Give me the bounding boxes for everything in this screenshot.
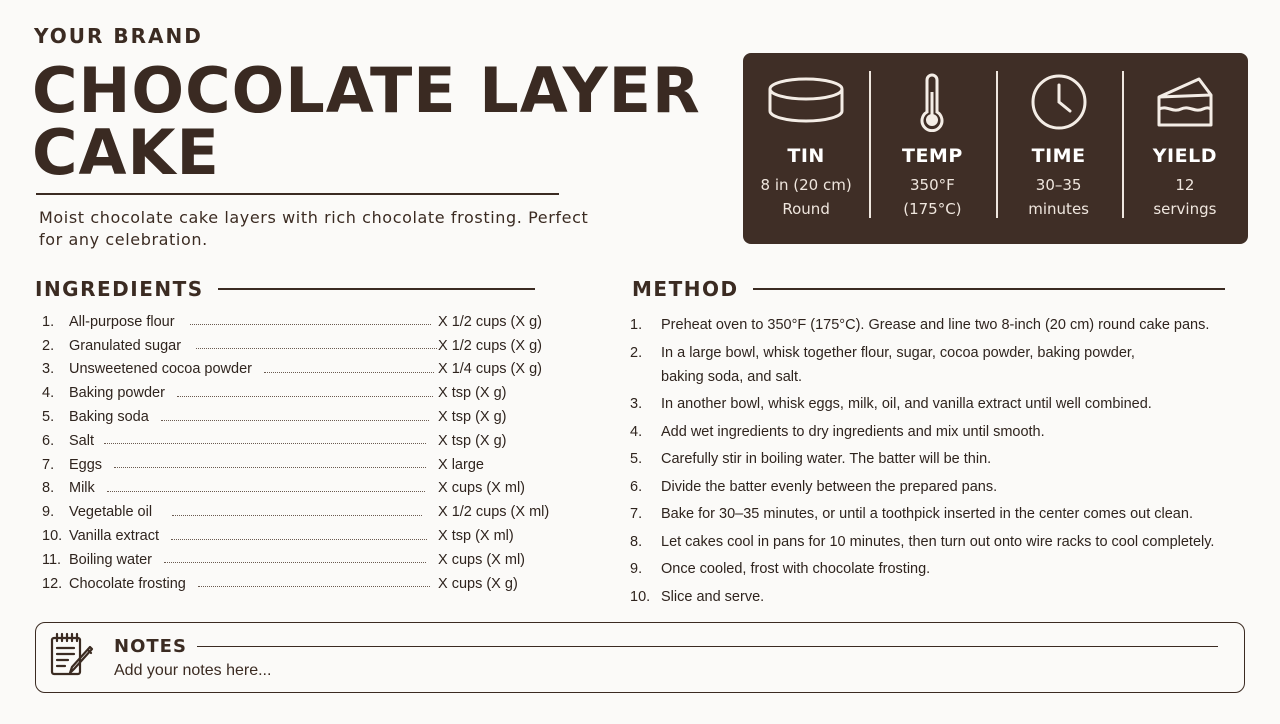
- list-item: [36, 524, 556, 548]
- step-number: 2.: [630, 344, 643, 361]
- ingredients-heading-text: INGREDIENTS: [35, 277, 204, 301]
- stat-value: [761, 173, 852, 221]
- list-item: [36, 477, 556, 501]
- leader-dots: [107, 491, 425, 492]
- ingredients-list: [36, 310, 556, 596]
- method-step: [628, 392, 1228, 416]
- stat-value-line: 12: [1175, 176, 1195, 194]
- method-step: [628, 557, 1228, 581]
- cake-slice-icon: [1155, 71, 1215, 133]
- step-text: Preheat oven to 350°F (175°C). Grease and line two 8-inch (20 cm) round cake pans.: [661, 317, 1210, 333]
- notes-heading-rule: [197, 646, 1218, 648]
- ingredient-quantity: X tsp (X g): [438, 409, 507, 426]
- step-text: Once cooled, frost with chocolate frosting.: [661, 561, 931, 577]
- item-number: 4.: [42, 385, 55, 402]
- list-item: [36, 334, 556, 358]
- stat-value-line: 30–35: [1035, 176, 1082, 194]
- leader-dots: [104, 443, 426, 444]
- ingredient-quantity: X large: [438, 456, 484, 473]
- ingredient-quantity: X 1/2 cups (X g): [438, 337, 542, 354]
- ingredient-quantity: X cups (X ml): [438, 480, 526, 497]
- stat-label: TIME: [1031, 145, 1086, 167]
- method-step: [628, 420, 1228, 444]
- ingredients-heading-rule: [218, 288, 535, 290]
- step-number: 3.: [630, 396, 643, 412]
- item-number: 11.: [42, 551, 62, 568]
- brand-name: YOUR BRAND: [34, 24, 203, 48]
- notes-heading: [114, 636, 1218, 657]
- recipe-description: Moist chocolate cake layers with rich chocolate frosting. Perfect for any celebration.: [39, 208, 589, 249]
- notes-placeholder[interactable]: Add your notes here...: [114, 662, 272, 679]
- ingredient-name: Milk: [69, 480, 95, 497]
- ingredients-heading: [35, 277, 535, 301]
- leader-dots: [172, 515, 422, 516]
- list-item: [36, 310, 556, 334]
- item-number: 8.: [42, 480, 55, 497]
- list-item: [36, 548, 556, 572]
- step-number: 9.: [630, 561, 643, 577]
- ingredient-name: Salt: [69, 432, 94, 449]
- step-text: Carefully stir in boiling water. The batter will be thin.: [661, 451, 992, 467]
- ingredient-name: Unsweetened cocoa powder: [69, 361, 252, 378]
- list-item: [36, 358, 556, 382]
- ingredient-quantity: X 1/2 cups (X g): [438, 313, 542, 330]
- stat-value-line: Round: [782, 200, 830, 218]
- step-number: 8.: [630, 533, 643, 550]
- leader-dots: [161, 420, 429, 421]
- ingredient-name: Boiling water: [69, 551, 153, 568]
- list-item: [36, 500, 556, 524]
- ingredient-name: All-purpose flour: [69, 313, 175, 330]
- list-item: [36, 405, 556, 429]
- ingredient-name: Baking soda: [69, 409, 149, 426]
- ingredient-quantity: X tsp (X ml): [438, 528, 514, 545]
- stat-label: TIN: [787, 145, 825, 167]
- ingredient-quantity: X tsp (X g): [438, 432, 507, 449]
- ingredient-quantity: X 1/2 cups (X ml): [438, 504, 550, 521]
- ingredient-name: Chocolate frosting: [69, 575, 186, 592]
- notepad-pencil-icon: [48, 631, 98, 685]
- item-number: 2.: [42, 337, 55, 354]
- leader-dots: [114, 467, 426, 468]
- recipe-stats-panel: [743, 53, 1248, 244]
- method-step: [628, 341, 1228, 389]
- step-number: 7.: [630, 506, 643, 522]
- step-text: In another bowl, whisk eggs, milk, oil, and vanilla extract until well combined.: [661, 396, 1152, 412]
- clock-icon: [1030, 71, 1088, 133]
- stat-value-line: 350°F: [909, 176, 955, 194]
- notes-heading-text: NOTES: [114, 636, 187, 657]
- step-number: 4.: [630, 423, 643, 440]
- step-text: Let cakes cool in pans for 10 minutes, then turn out onto wire racks to cool completely.: [661, 533, 1215, 550]
- ingredient-quantity: X 1/4 cups (X g): [438, 361, 542, 378]
- step-number: 6.: [630, 478, 643, 495]
- stat-value: [903, 173, 961, 221]
- step-text: Slice and serve.: [661, 588, 765, 605]
- cake-tin-icon: [767, 71, 845, 133]
- stat-label: YIELD: [1152, 145, 1217, 167]
- step-text: In a large bowl, whisk together flour, sugar, cocoa powder, baking powder, baking soda, and salt.: [661, 344, 1135, 385]
- step-text: Divide the batter evenly between the prepared pans.: [661, 478, 998, 495]
- stat-value-line: 8 in (20 cm): [760, 176, 852, 194]
- notes-box[interactable]: [35, 622, 1245, 693]
- step-number: 5.: [630, 451, 643, 467]
- leader-dots: [177, 396, 433, 397]
- ingredient-name: Baking powder: [69, 385, 165, 402]
- ingredient-name: Vanilla extract: [69, 528, 159, 545]
- stat-tin: [743, 71, 869, 222]
- method-step: [628, 447, 1228, 471]
- method-step: [628, 585, 1228, 609]
- step-number: 1.: [630, 317, 643, 333]
- ingredient-quantity: X cups (X g): [438, 575, 518, 592]
- stat-time: [996, 71, 1122, 222]
- stat-value: [1028, 173, 1089, 221]
- leader-dots: [171, 539, 427, 540]
- stat-value-line: minutes: [1028, 200, 1089, 218]
- method-heading-text: METHOD: [632, 277, 739, 301]
- stat-value: [1153, 173, 1216, 221]
- stat-label: TEMP: [901, 145, 963, 167]
- stat-value-line: (175°C): [903, 200, 962, 218]
- item-number: 5.: [42, 409, 55, 426]
- item-number: 12.: [42, 575, 63, 592]
- list-item: [36, 453, 556, 477]
- item-number: 1.: [42, 313, 55, 330]
- ingredient-name: Vegetable oil: [69, 504, 153, 521]
- method-step: [628, 502, 1228, 526]
- method-step: [628, 530, 1228, 554]
- method-heading: [632, 277, 1225, 301]
- method-steps: [628, 313, 1228, 612]
- item-number: 6.: [42, 432, 55, 449]
- step-number: 10.: [630, 588, 651, 605]
- ingredient-name: Granulated sugar: [69, 337, 182, 354]
- step-text: Add wet ingredients to dry ingredients and mix until smooth.: [661, 423, 1045, 440]
- ingredient-quantity: X cups (X ml): [438, 551, 526, 568]
- list-item: [36, 572, 556, 596]
- item-number: 3.: [42, 361, 55, 378]
- item-number: 9.: [42, 504, 55, 521]
- recipe-title: CHOCOLATE LAYER CAKE: [32, 54, 701, 189]
- title-divider: [36, 193, 559, 195]
- step-text: Bake for 30–35 minutes, or until a toothpick inserted in the center comes out clean.: [661, 506, 1193, 522]
- leader-dots: [264, 372, 434, 373]
- item-number: 10.: [42, 528, 63, 545]
- method-step: [628, 313, 1228, 337]
- leader-dots: [164, 562, 426, 563]
- ingredient-name: Eggs: [69, 456, 103, 473]
- thermometer-icon: [917, 71, 947, 133]
- item-number: 7.: [42, 456, 55, 473]
- leader-dots: [190, 324, 431, 325]
- list-item: [36, 429, 556, 453]
- leader-dots: [196, 348, 437, 349]
- method-heading-rule: [753, 288, 1225, 290]
- stat-value-line: servings: [1153, 200, 1217, 218]
- ingredient-quantity: X tsp (X g): [438, 385, 507, 402]
- stat-yield: [1122, 71, 1248, 222]
- method-step: [628, 475, 1228, 499]
- stat-temp: [869, 71, 995, 222]
- leader-dots: [198, 586, 430, 587]
- list-item: [36, 381, 556, 405]
